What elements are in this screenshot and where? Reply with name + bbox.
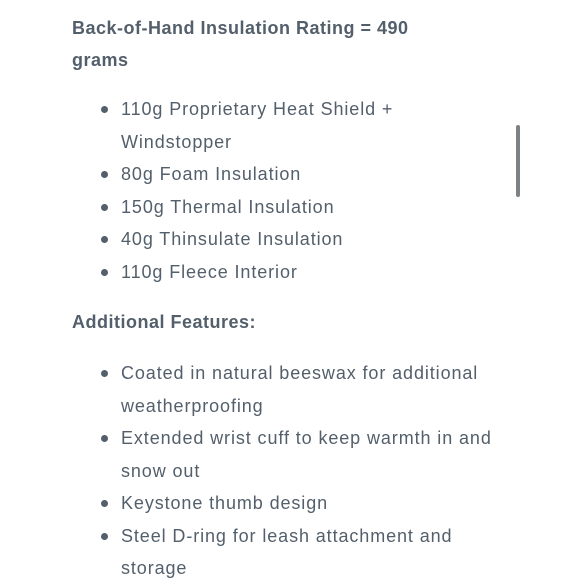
bullet-icon — [101, 236, 108, 243]
insulation-rating-heading: Back-of-Hand Insulation Rating = 490 grams — [72, 18, 409, 70]
list-item — [121, 487, 496, 520]
list-item — [121, 357, 496, 422]
bullet-icon — [101, 370, 108, 377]
list-item-text: 150g Thermal Insulation — [121, 196, 335, 217]
additional-features-heading: Additional Features: — [72, 312, 257, 332]
bullet-icon — [101, 106, 108, 113]
list-item — [121, 520, 496, 580]
list-item-text: 80g Foam Insulation — [121, 164, 302, 184]
bullet-icon — [101, 435, 108, 442]
list-item — [121, 191, 496, 224]
list-item — [121, 422, 496, 487]
bullet-icon — [101, 204, 108, 211]
bullet-icon — [101, 269, 108, 276]
insulation-list — [72, 93, 496, 288]
list-item — [121, 256, 496, 289]
list-item — [121, 223, 496, 256]
list-item-text: 40g Thinsulate Insulation — [121, 229, 344, 249]
list-item-text: Coated in natural beeswax for additional weatherproofing — [121, 363, 479, 416]
bullet-icon — [101, 500, 108, 507]
list-item — [121, 158, 496, 191]
list-item-text: 110g Proprietary Heat Shield + Windstopper — [121, 99, 394, 152]
list-item-text: Extended wrist cuff to keep warmth in and snow out — [121, 428, 492, 481]
features-list — [72, 357, 496, 580]
scrollbar[interactable] — [516, 125, 520, 197]
bullet-icon — [101, 533, 108, 540]
list-item — [121, 93, 496, 158]
list-item-text: Keystone thumb design — [121, 493, 329, 513]
list-item-text: 110g Fleece Interior — [121, 261, 298, 282]
bullet-icon — [101, 171, 108, 178]
list-item-text: Steel D-ring for leash attachment and storage — [121, 525, 453, 578]
